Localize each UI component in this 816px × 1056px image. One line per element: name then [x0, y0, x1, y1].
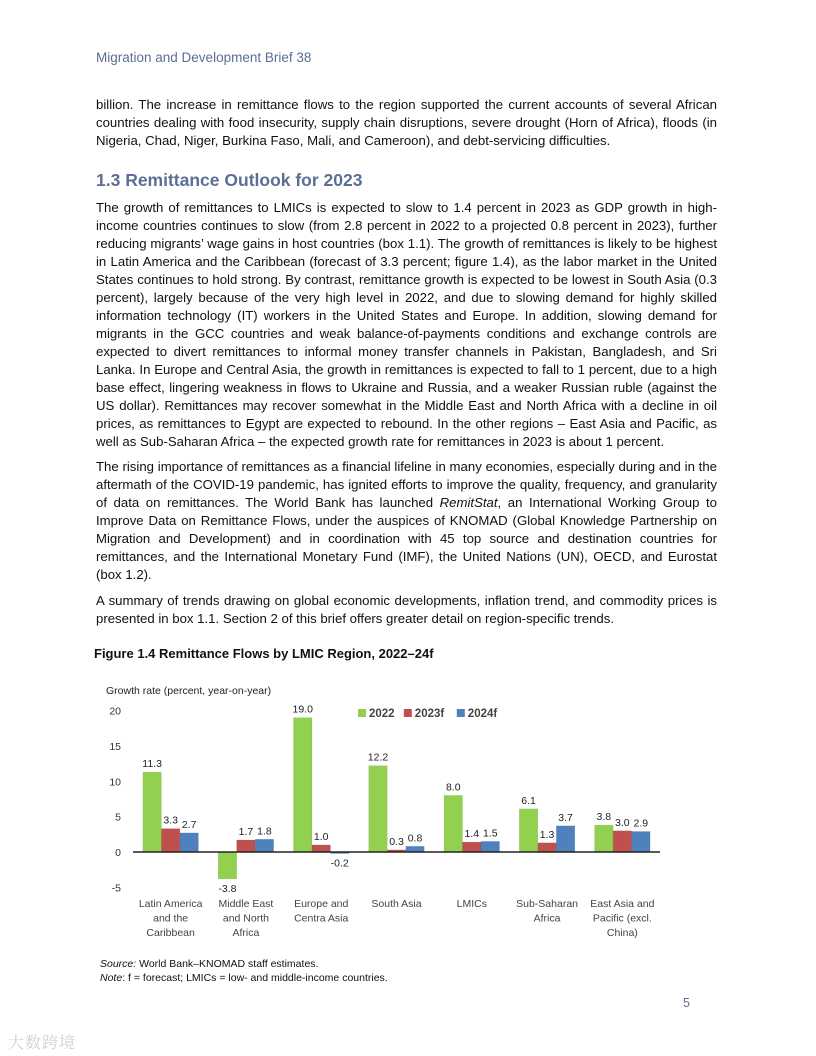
bar-2022-1: [218, 852, 237, 879]
bar-2024f-0: [180, 833, 199, 852]
paragraph-summary: A summary of trends drawing on global economic developments, inflation trend, and commodity prices is presented in box 1.1. Section 2 of this brief offers greater detail on region-specific trends.: [96, 593, 717, 626]
bar-2023f-5: [538, 843, 557, 852]
bar-value-label: 1.7: [238, 825, 254, 838]
bar-2023f-4: [463, 842, 482, 852]
forecast-note: [100, 972, 388, 984]
category-label: Middle East and North Africa: [218, 898, 274, 939]
source-note: [100, 958, 318, 970]
running-head: Migration and Development Brief 38: [96, 50, 312, 65]
bar-value-label: 11.3: [142, 758, 162, 771]
y-axis-ticks: [109, 706, 121, 895]
bar-value-label: 19.0: [292, 703, 313, 716]
source-text: World Bank–KNOMAD staff estimates.: [136, 958, 319, 970]
bar-value-label: 1.8: [257, 825, 272, 838]
bar-value-label: 1.3: [539, 828, 555, 841]
bar-2022-6: [595, 825, 614, 852]
bars: [143, 718, 650, 879]
note-label: Note: [100, 972, 123, 984]
y-tick-label: 15: [109, 740, 121, 753]
bar-value-label: 3.3: [163, 814, 178, 827]
bar-2023f-6: [613, 831, 632, 852]
paragraph-remitstat: [96, 458, 717, 584]
bar-2024f-3: [406, 846, 425, 852]
bar-2023f-0: [161, 829, 180, 852]
bar-value-label: 3.8: [596, 811, 612, 824]
bar-labels: [142, 704, 648, 895]
bar-value-label: 6.1: [521, 794, 536, 807]
category-label: Latin America and the Caribbean: [138, 898, 203, 939]
bar-2022-3: [369, 766, 388, 852]
bar-value-label: 2.9: [633, 817, 649, 830]
y-tick-label: -5: [111, 882, 121, 895]
y-tick-label: 0: [115, 847, 121, 859]
bar-value-label: 12.2: [367, 751, 389, 764]
bar-2023f-3: [387, 850, 406, 852]
bar-2024f-4: [481, 841, 500, 852]
category-label: East Asia and Pacific (excl. China): [590, 898, 655, 939]
legend-swatch-2023f: [404, 709, 412, 717]
page-number: 5: [683, 996, 690, 1010]
category-label: Europe and Centra Asia: [294, 898, 349, 925]
bar-2024f-1: [255, 839, 274, 852]
legend-swatch-2022: [358, 709, 366, 717]
bar-value-label: 0.8: [407, 832, 423, 845]
y-axis-label: Growth rate (percent, year-on-year): [106, 685, 272, 697]
legend-swatch-2024f: [457, 709, 465, 717]
category-label: LMICs: [456, 898, 487, 910]
bar-2022-5: [519, 809, 538, 852]
y-tick-label: 20: [109, 705, 121, 718]
watermark: 大数跨境: [8, 1035, 77, 1052]
legend-label: 2024f: [467, 708, 498, 720]
legend-label: 2022: [369, 708, 395, 720]
y-tick-label: 10: [109, 776, 121, 789]
y-tick-label: 5: [115, 811, 121, 824]
bar-value-label: 3.0: [615, 816, 630, 829]
figure-title: Figure 1.4 Remittance Flows by LMIC Region, 2022–24f: [94, 646, 434, 661]
bar-2024f-6: [632, 831, 651, 852]
bar-value-label: 1.0: [313, 830, 329, 843]
bar-value-label: 3.7: [558, 811, 573, 824]
note-text: : f = forecast; LMICs = low- and middle-income countries.: [122, 972, 388, 984]
category-labels: [139, 898, 655, 939]
bar-2023f-1: [237, 840, 256, 852]
bar-2022-4: [444, 795, 463, 852]
paragraph-outlook: The growth of remittances to LMICs is expected to slow to 1.4 percent in 2023 as GDP growth in high-income countries continues to slow (from 2.8 percent in 2022 to a projected 0.8 percent in 2023), further reducing migrants’ wage gains in host countries (box 1.1). The growth of remittances is likely to be highest in Latin America and the Caribbean (forecast of 3.3 percent; figure 1.4), as the labor market in the United States continues to hold strong. By contrast, remittance growth is expected to be lowest in South Asia (0.3 percent), largely because of the very high level in 2022, and due to slowing demand for highly skilled information technology (IT) workers in the United States and Europe. In addition, slowing demand for migrants in the GCC countries and weak balance-of-payments conditions and exchange controls are expected to divert remittances to informal money transfer channels in Pakistan, Bangladesh, and Sri Lanka. In Europe and Central Asia, the growth in remittances is expected to fall to 1 percent, due to a high base effect, lingering weakness in flows to Ukraine and Russia, and a weaker Russian ruble (against the US dollar). Remittances may recover somewhat in the Middle East and North Africa with a decline in oil prices, as remittances to Egypt are expected to rebound. In the other regions – East Asia and Pacific, as well as Sub-Saharan Africa – the expected growth rate for remittances in 2023 is about 1 percent.: [96, 200, 717, 449]
section-title: 1.3 Remittance Outlook for 2023: [96, 170, 363, 190]
bar-value-label: 1.4: [464, 828, 480, 841]
bar-2022-0: [143, 772, 162, 852]
bar-value-label: 8.0: [445, 781, 461, 794]
bar-2024f-5: [556, 826, 575, 852]
remitstat-italic: RemitStat: [439, 495, 498, 510]
bar-2022-2: [293, 718, 312, 852]
source-label: Source:: [100, 958, 137, 970]
bar-value-label: 2.7: [181, 818, 197, 831]
category-label: Sub-Saharan Africa: [516, 898, 579, 925]
bar-2023f-2: [312, 845, 331, 852]
paragraph-remitstat-part2: , an International Working Group to Improve Data on Remittance Flows, under the auspices of KNOMAD (Global Knowledge Partnership on Migration and Development) and in coordination with 45 top source and destination countries for remittances, and the International Monetary Fund (IMF), the United Nations (UN), OECD, and Eurostat (box 1.2).: [96, 495, 717, 582]
legend: [358, 708, 497, 720]
bar-value-label: -3.8: [218, 882, 237, 895]
legend-label: 2023f: [414, 708, 445, 720]
category-label: South Asia: [371, 898, 422, 910]
bar-2024f-2: [330, 852, 349, 854]
bar-value-label: 0.3: [389, 835, 404, 848]
bar-value-label: -0.2: [330, 857, 349, 870]
paragraph-remitstat-part1: The rising importance of remittances as a financial lifeline in many economies, especially during and in the aftermath of the COVID-19 pandemic, has ignited efforts to improve the quality, frequency, and granularity of data on remittances. The World Bank has launched: [96, 459, 717, 510]
bar-value-label: 1.5: [482, 827, 498, 840]
paragraph-intro: billion. The increase in remittance flows to the region supported the current accounts of several African countries dealing with food insecurity, supply chain disruptions, severe drought (Horn of Africa), floods (in Nigeria, Chad, Niger, Burkina Faso, Mali, and Cameroon), and debt-servicing difficulties.: [96, 97, 717, 148]
